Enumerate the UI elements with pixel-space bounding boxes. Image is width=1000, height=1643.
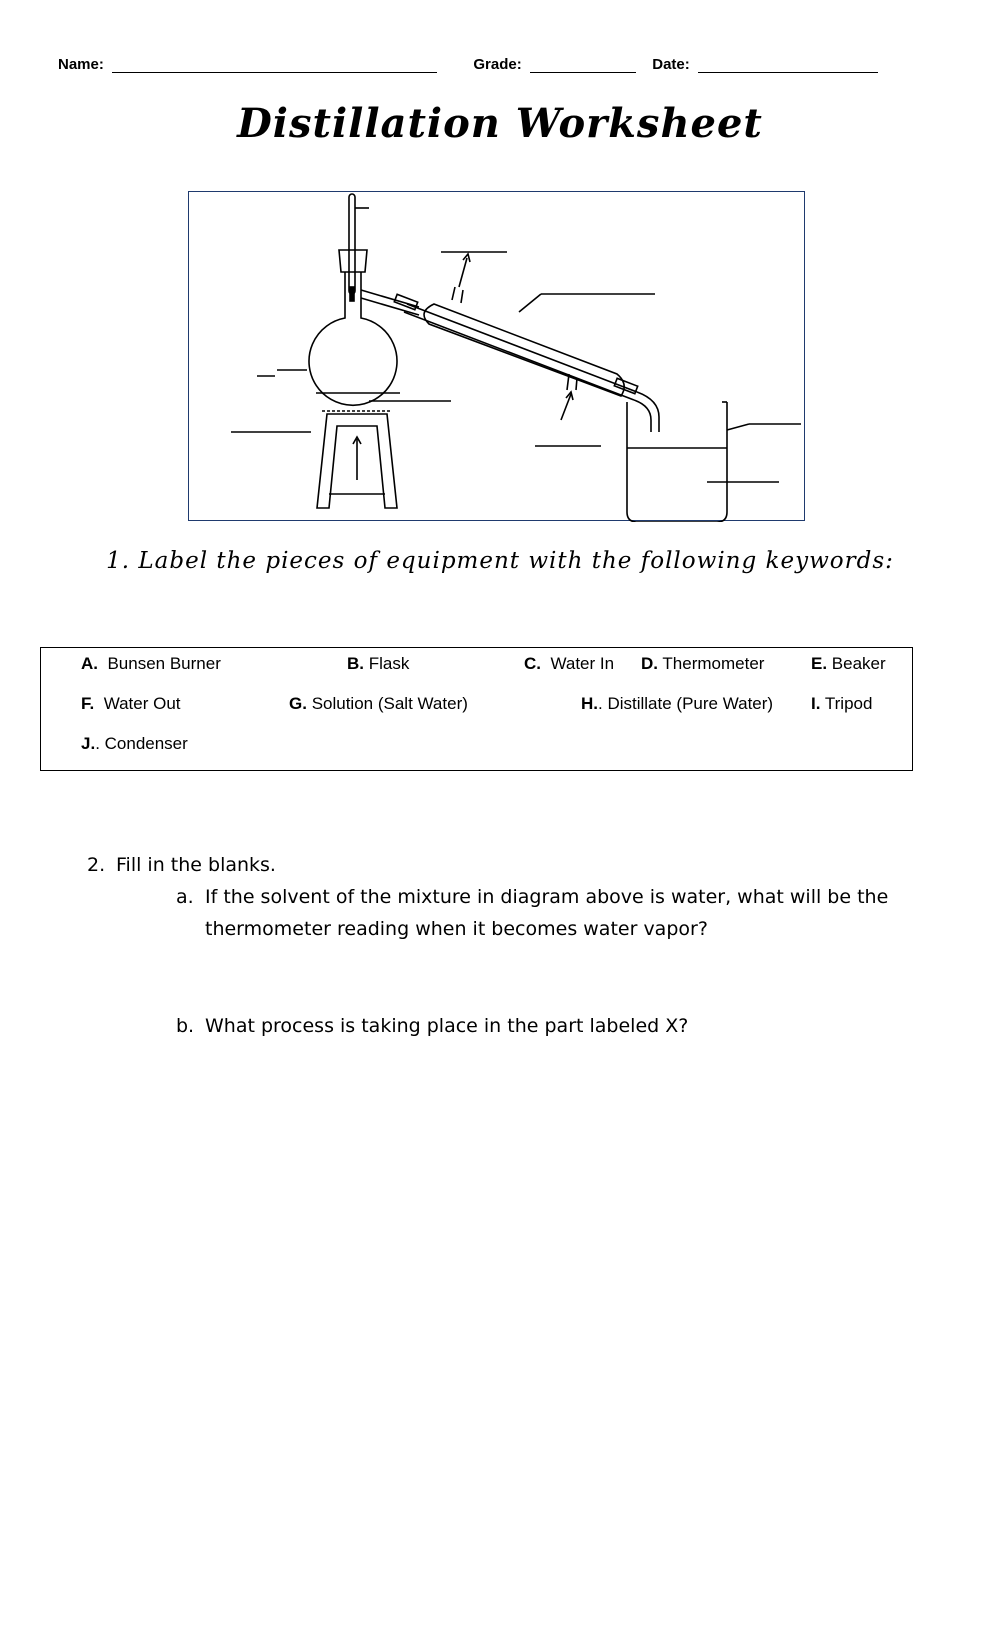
question-2-prompt: Fill in the blanks. [116,854,276,876]
question-2a-line2: thermometer reading when it becomes water vapor? [205,918,708,940]
keyword-text: Tripod [824,694,873,713]
outlet-tube [637,392,659,432]
keyword-letter: J. [81,734,96,753]
keyword-letter: B. [347,654,364,673]
outlet-tube-inner [634,400,651,432]
student-info-header [58,56,878,73]
thermometer-bulb [350,287,354,301]
keyword-letter: H. [581,694,598,713]
keyword-item [289,694,468,714]
keyword-letter: A. [81,654,98,673]
keyword-text: Solution (Salt Water) [311,694,468,713]
distillation-diagram [188,191,805,521]
keyword-text: Flask [368,654,410,673]
keyword-text: . Distillate (Pure Water) [598,694,774,713]
inner-tube-top [407,304,637,392]
question-2a-line1: If the solvent of the mixture in diagram above is water, what will be the [205,886,889,908]
grade-label: Grade: [473,56,522,73]
keyword-item [81,654,221,674]
keyword-item [811,694,872,714]
keyword-letter: G. [289,694,307,713]
question-1: 1. Label the pieces of equipment with the following keywords: [106,548,894,574]
beaker-label-pointer [727,424,749,430]
stopper-shape [339,250,367,272]
keyword-item [347,654,409,674]
keyword-item [581,694,773,714]
condenser-label-pointer [519,294,541,312]
keyword-text: Bunsen Burner [107,654,221,673]
keyword-text: Beaker [831,654,886,673]
keyword-letter: F. [81,694,95,713]
water-in-port-b [576,378,577,390]
page-title: Distillation Worksheet [237,100,763,147]
keyword-item [811,654,886,674]
keyword-letter: E. [811,654,828,673]
keyword-box [40,647,913,771]
condenser-shape [424,304,624,396]
question-2b-letter: b. [176,1015,195,1037]
grade-blank[interactable] [530,58,636,73]
distillation-apparatus-svg [189,192,806,522]
keyword-text: Water In [550,654,615,673]
water-out-arrow [459,258,467,287]
keyword-text: . Condenser [95,734,188,753]
keyword-item [524,654,614,674]
water-out-port-a [452,287,455,300]
name-label: Name: [58,56,104,73]
keyword-letter: C. [524,654,541,673]
question-2-number: 2. [87,854,106,876]
keyword-text: Thermometer [662,654,765,673]
beaker-shape [627,402,727,522]
keyword-item [81,694,181,714]
keyword-text: Water Out [103,694,181,713]
keyword-letter: I. [811,694,821,713]
keyword-letter: D. [641,654,658,673]
inner-tube-bottom [404,312,634,400]
keyword-item [81,734,188,754]
keyword-item [641,654,764,674]
question-2a-letter: a. [176,886,194,908]
name-blank[interactable] [112,58,437,73]
date-label: Date: [652,56,690,73]
side-arm-bottom [361,298,419,315]
thermometer-shape [349,194,355,294]
water-out-port-b [461,290,463,303]
question-2b-text: What process is taking place in the part labeled X? [205,1015,689,1037]
date-blank[interactable] [698,58,878,73]
